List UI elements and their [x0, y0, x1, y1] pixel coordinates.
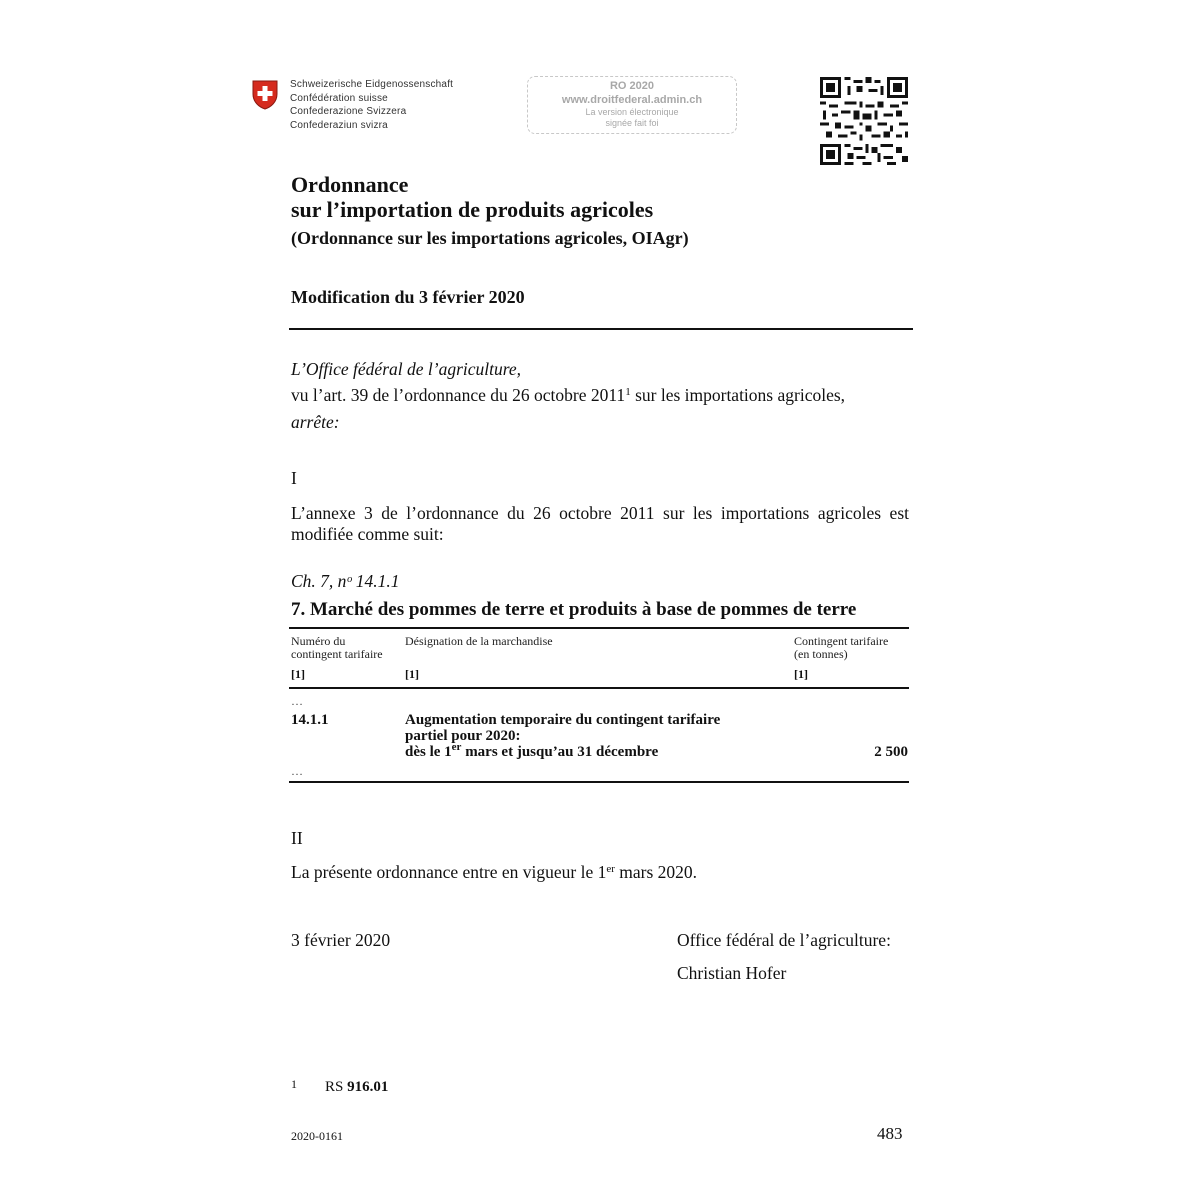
modification-date: Modification du 3 février 2020	[291, 287, 525, 307]
table-header-quota-line-2: (en tonnes)	[794, 647, 848, 661]
confederation-name-de: Schweizerische Eidgenossenschaft	[290, 79, 454, 90]
stamp-website: www.droitfederal.admin.ch	[561, 94, 703, 106]
footnote-text	[325, 1079, 388, 1096]
table-header-quota	[794, 635, 888, 661]
stamp-note-2: signée fait foi	[605, 118, 659, 128]
swiss-coat-of-arms-icon	[252, 80, 278, 110]
stamp-ro: RO 2020	[609, 80, 655, 92]
footnote-number: 1	[291, 1077, 297, 1091]
stamp-note-1: La version électronique	[585, 107, 679, 117]
confederation-names	[290, 78, 453, 132]
table-row-designation-line-3-start: dès le 1	[405, 744, 452, 760]
signature-date: 3 février 2020	[291, 930, 391, 950]
signature-office: Office fédéral de l’agriculture:	[677, 930, 891, 950]
table-row-designation-line-1: Augmentation temporaire du contingent tarifaire	[405, 712, 721, 728]
section-numeral-1: I	[291, 468, 297, 488]
table-row-quantity: 2 500	[874, 744, 908, 760]
section-2-text	[291, 862, 697, 883]
document-id: 2020-0161	[291, 1129, 343, 1143]
footnote-reference: 916.01	[347, 1079, 389, 1095]
table-row-designation-line-3	[405, 741, 720, 760]
table-header-number-line-2: contingent tarifaire	[291, 647, 383, 661]
section-2-text-start: La présente ordonnance entre en vigueur le 1	[291, 862, 607, 882]
table-unit-number: [1]	[291, 667, 305, 681]
table-row-designation-line-2: partiel pour 2020:	[405, 728, 521, 744]
preamble-decrees: arrête:	[291, 412, 340, 432]
title-abbreviation: (Ordonnance sur les importations agricoles, OIAgr)	[291, 228, 689, 248]
table-header-number	[291, 635, 383, 661]
title-line-1: Ordonnance	[291, 172, 409, 197]
preamble-basis	[291, 385, 845, 406]
section-2-text-end: mars 2020.	[614, 862, 698, 882]
chapter-title: 7. Marché des pommes de terre et produits à base de pommes de terre	[291, 599, 857, 620]
table-ellipsis-top: …	[291, 694, 303, 708]
table-top-rule	[289, 627, 909, 629]
official-publication-stamp	[527, 76, 737, 134]
section-numeral-2: II	[291, 828, 303, 848]
table-row-superscript: er	[451, 741, 462, 753]
table-ellipsis-bottom: …	[291, 764, 303, 778]
table-header-designation: Désignation de la marchandise	[405, 634, 553, 648]
preamble-authority: L’Office fédéral de l’agriculture,	[291, 359, 522, 379]
footnote-prefix: RS	[325, 1079, 348, 1095]
section-1-text: L’annexe 3 de l’ordonnance du 26 octobre 2011 sur les importations agricoles est modifiée comme suit:	[291, 503, 909, 544]
title-line-2: sur l’importation de produits agricoles	[291, 197, 654, 222]
table-row-designation-line-3-end: mars et jusqu’au 31 décembre	[461, 744, 659, 760]
title-divider	[289, 328, 913, 330]
confederation-name-fr: Confédération suisse	[290, 92, 388, 104]
table-bottom-rule	[289, 781, 909, 783]
chapter-reference: Ch. 7, nᵒ 14.1.1	[291, 571, 400, 591]
table-header-quota-line-1: Contingent tarifaire	[794, 634, 889, 648]
page-title	[291, 172, 653, 222]
table-unit-quota: [1]	[794, 667, 808, 681]
confederation-name-rm: Confederaziun svizra	[290, 119, 388, 131]
confederation-name-it: Confederazione Svizzera	[290, 106, 407, 117]
signature-name: Christian Hofer	[677, 963, 787, 983]
footnote-ref: 1	[625, 386, 631, 398]
preamble-basis-text-end: sur les importations agricoles,	[630, 385, 846, 405]
section-2-superscript: er	[606, 863, 615, 875]
qr-code-icon	[820, 77, 908, 165]
page-number: 483	[877, 1124, 903, 1143]
table-row-designation	[405, 712, 720, 760]
preamble-basis-text: vu l’art. 39 de l’ordonnance du 26 octobre 2011	[291, 385, 626, 405]
table-unit-designation: [1]	[405, 667, 419, 681]
table-header-number-line-1: Numéro du	[291, 634, 346, 648]
table-row-number: 14.1.1	[291, 712, 329, 728]
table-header-rule	[289, 687, 909, 689]
